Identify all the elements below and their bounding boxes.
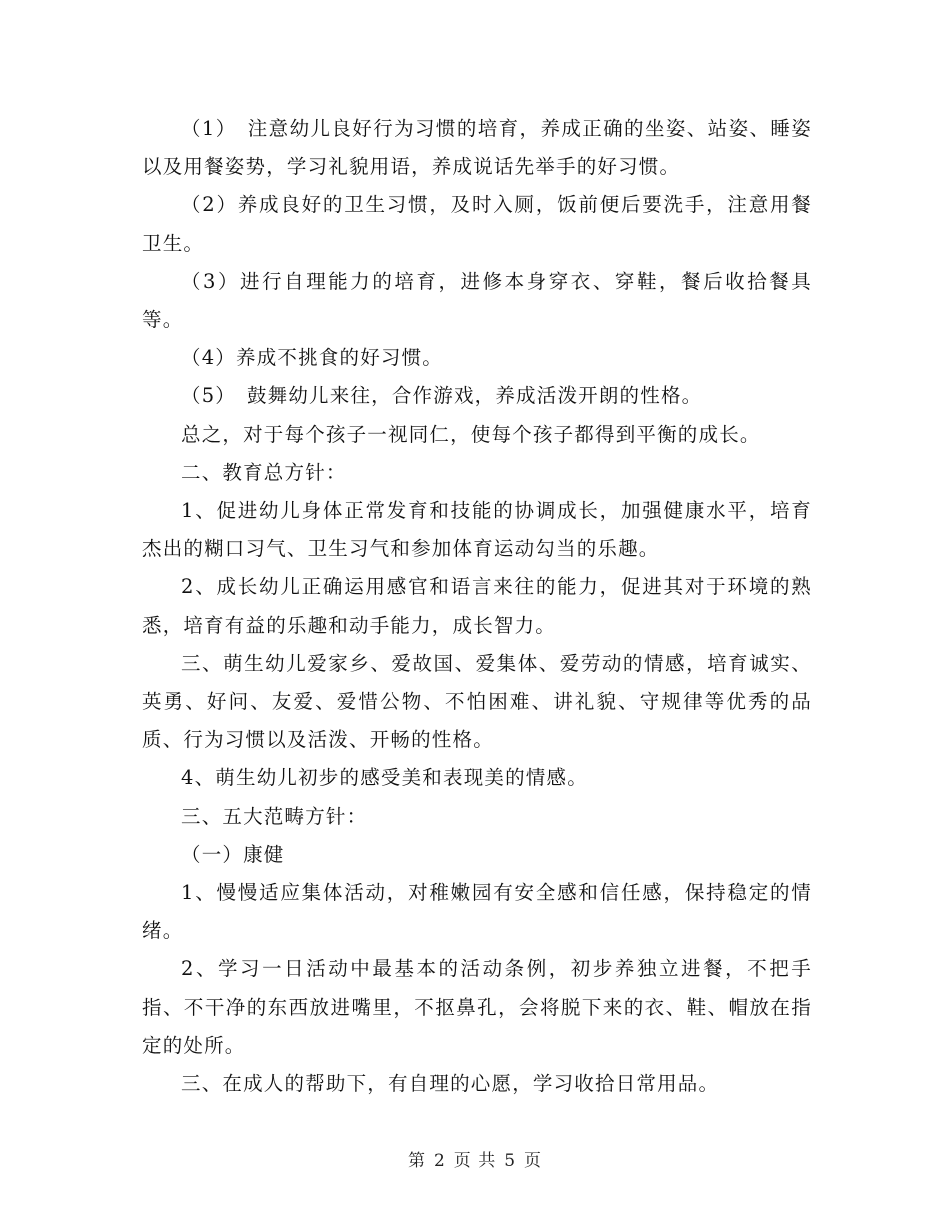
paragraph: （2）养成良好的卫生习惯，及时入厕，饭前便后要洗手，注意用餐卫生。 [142, 193, 812, 255]
paragraph: （4）养成不挑食的好习惯。 [181, 346, 444, 370]
page-number: 2 [433, 1151, 446, 1171]
footer-suffix: 页 [524, 1151, 543, 1171]
paragraph: （1） 注意幼儿良好行为习惯的培育，养成正确的坐姿、站姿、睡姿以及用餐姿势，学习礼貌用语，养成说话先举手的好习惯。 [142, 117, 812, 179]
paragraph: （3）进行自理能力的培育，进修本身穿衣、穿鞋，餐后收拾餐具等。 [142, 269, 812, 332]
paragraph: 4、萌生幼儿初步的感受美和表现美的情感。 [181, 766, 588, 790]
subsection-heading: （一）康健 [181, 842, 285, 866]
paragraph: （5） 鼓舞幼儿来往，合作游戏，养成活泼开朗的性格。 [181, 384, 703, 408]
section-heading: 二、教育总方针： [181, 460, 347, 484]
paragraph: 1、促进幼儿身体正常发育和技能的协调成长，加强健康水平，培育杰出的糊口习气、卫生习气和参加体育运动勾当的乐趣。 [142, 499, 812, 561]
section-heading: 三、五大范畴方针： [181, 804, 368, 828]
page-footer [0, 1146, 950, 1171]
paragraph: 2、成长幼儿正确运用感官和语言来往的能力，促进其对于环境的熟悉，培育有益的乐趣和动手能力，成长智力。 [142, 575, 812, 637]
footer-prefix: 第 [407, 1151, 426, 1171]
footer-middle: 页 共 [453, 1151, 497, 1171]
paragraph: 1、慢慢适应集体活动，对稚嫩园有安全感和信任感，保持稳定的情绪。 [142, 881, 812, 943]
paragraph: 2、学习一日活动中最基本的活动条例，初步养独立进餐，不把手指、不干净的东西放进嘴里，不抠鼻孔，会将脱下来的衣、鞋、帽放在指定的处所。 [142, 957, 812, 1057]
document-body [142, 110, 812, 1103]
paragraph: 三、萌生幼儿爱家乡、爱故国、爱集体、爱劳动的情感，培育诚实、英勇、好问、友爱、爱惜公物、不怕困难、讲礼貌、守规律等优秀的品质、行为习惯以及活泼、开畅的性格。 [142, 651, 812, 752]
paragraph: 三、在成人的帮助下，有自理的心愿，学习收拾日常用品。 [181, 1072, 720, 1096]
page-total: 5 [504, 1151, 517, 1171]
paragraph: 总之，对于每个孩子一视同仁，使每个孩子都得到平衡的成长。 [181, 422, 761, 446]
